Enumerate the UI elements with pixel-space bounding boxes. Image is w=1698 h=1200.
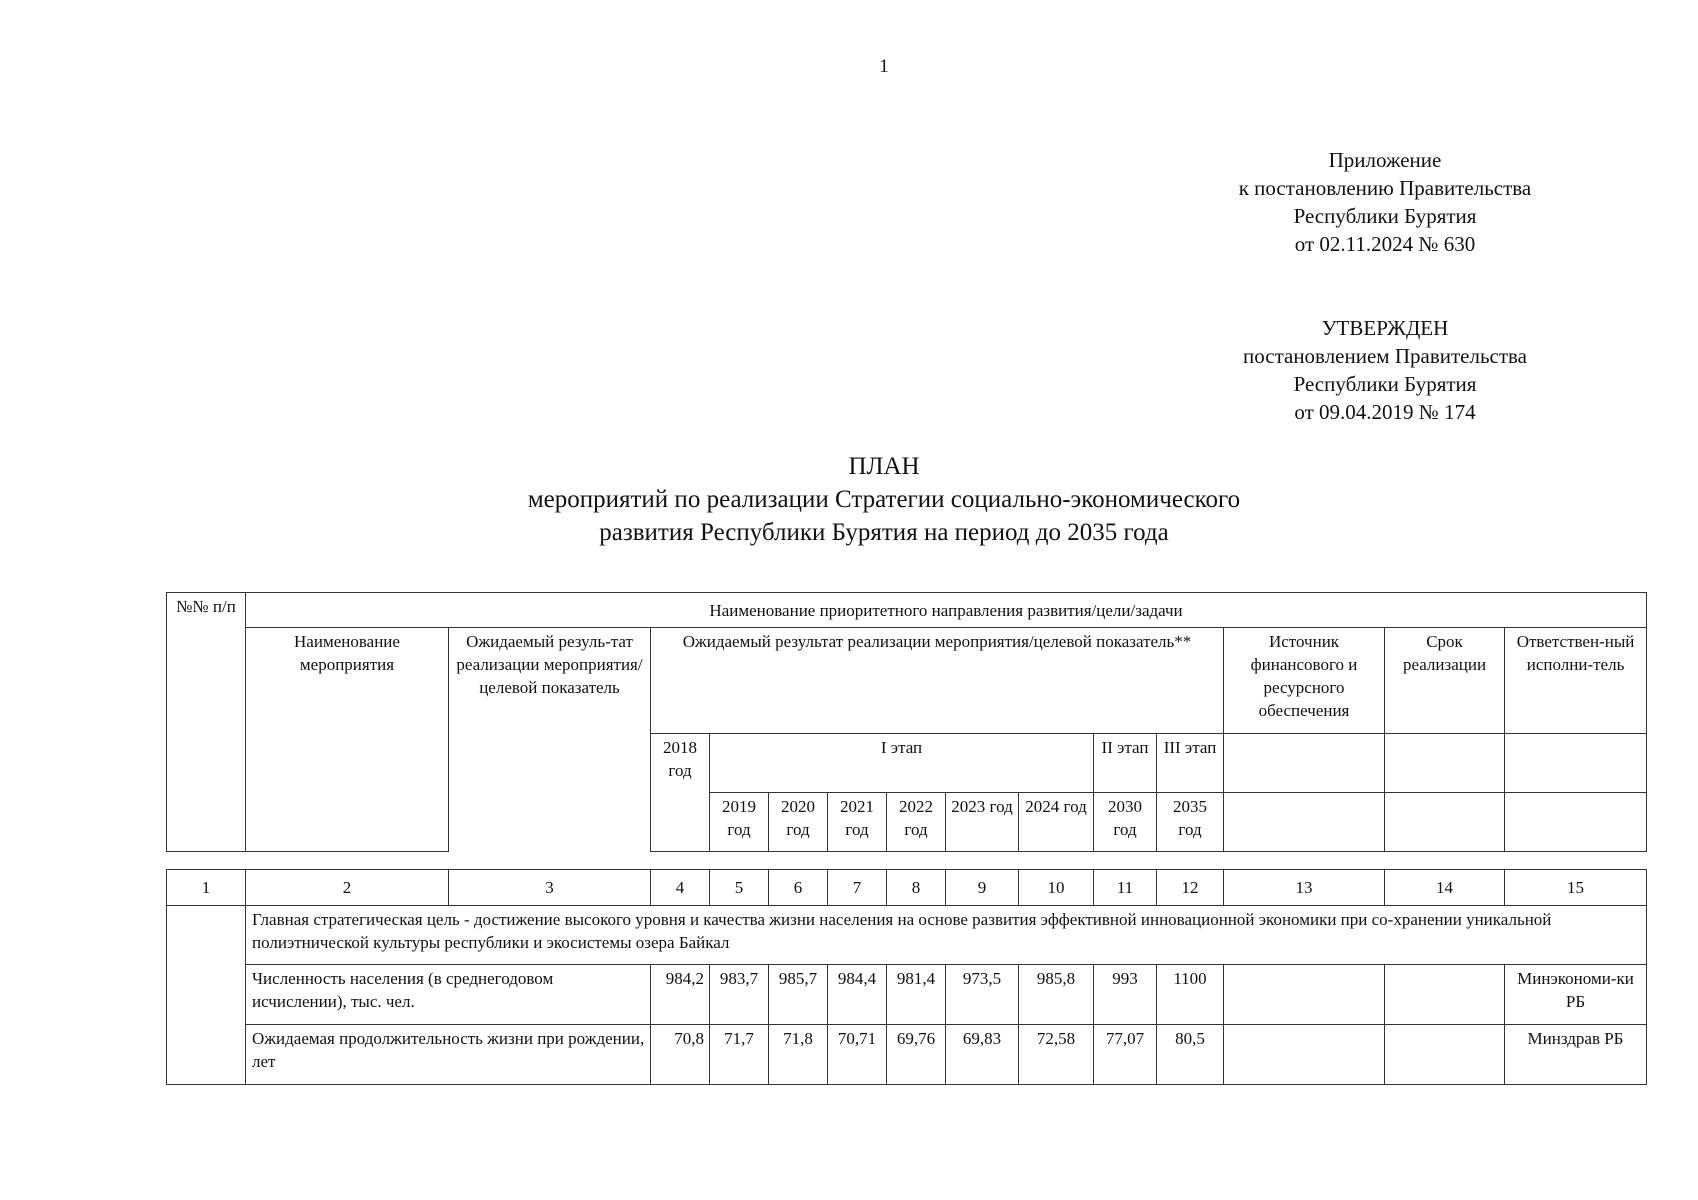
header-col-result-group: Ожидаемый результат реализации мероприятия/целевой показатель** — [651, 628, 1224, 734]
approved-stamp — [1210, 314, 1560, 426]
appendix-line: от 02.11.2024 № 630 — [1294, 232, 1476, 256]
column-number: 1 — [167, 870, 246, 906]
value-2024: 985,8 — [1019, 965, 1094, 1025]
header-year: 2024 год — [1019, 793, 1094, 852]
column-number: 2 — [246, 870, 449, 906]
column-number: 5 — [710, 870, 769, 906]
value-2018: 70,8 — [651, 1025, 710, 1085]
appendix-stamp — [1210, 146, 1560, 258]
value-2030: 993 — [1094, 965, 1157, 1025]
header-year: 2020 год — [769, 793, 828, 852]
title-subheading: развития Республики Бурятия на период до 2035 года — [599, 519, 1169, 546]
value-2023: 973,5 — [946, 965, 1019, 1025]
column-number: 14 — [1385, 870, 1505, 906]
goal-text: Главная стратегическая цель - достижение высокого уровня и качества жизни населения на основе развития эффективной инновационной экономики при со-хранении уникальной полиэтнической культуры республики и экосистемы озера Байкал — [246, 906, 1647, 965]
responsible-cell: Минэкономи-ки РБ — [1505, 965, 1647, 1025]
header-stage-1: I этап — [710, 734, 1094, 793]
header-col-term: Срок реализации — [1385, 628, 1505, 734]
value-2022: 981,4 — [887, 965, 946, 1025]
column-number: 11 — [1094, 870, 1157, 906]
header-col-name: Наименование мероприятия — [246, 628, 449, 852]
header-col-responsible: Ответствен-ный исполни-тель — [1505, 628, 1647, 734]
header-num-col: №№ п/п — [167, 593, 246, 852]
header-year: 2021 год — [828, 793, 887, 852]
appendix-line: Республики Бурятия — [1293, 204, 1477, 228]
header-empty-cell — [1224, 793, 1385, 852]
column-number: 3 — [449, 870, 651, 906]
value-2020: 985,7 — [769, 965, 828, 1025]
header-stage-2: II этап — [1094, 734, 1157, 793]
page-number: 1 — [879, 56, 889, 77]
value-2035: 80,5 — [1157, 1025, 1224, 1085]
header-year-2018: 2018 год — [651, 734, 710, 852]
document-title — [0, 450, 1698, 549]
approved-line: постановлением Правительства — [1242, 344, 1527, 368]
value-2021: 70,71 — [828, 1025, 887, 1085]
header-empty-cell — [1385, 793, 1505, 852]
source-cell — [1224, 965, 1385, 1025]
header-year: 2022 год — [887, 793, 946, 852]
value-2035: 1100 — [1157, 965, 1224, 1025]
header-empty-cell — [1224, 734, 1385, 793]
approved-line: УТВЕРЖДЕН — [1321, 316, 1449, 340]
header-year: 2019 год — [710, 793, 769, 852]
approved-line: от 09.04.2019 № 174 — [1294, 400, 1476, 424]
column-number: 6 — [769, 870, 828, 906]
title-heading: ПЛАН — [848, 453, 920, 480]
value-2020: 71,8 — [769, 1025, 828, 1085]
approved-line: Республики Бурятия — [1293, 372, 1477, 396]
source-cell — [1224, 1025, 1385, 1085]
header-stage-3: III этап — [1157, 734, 1224, 793]
value-2021: 984,4 — [828, 965, 887, 1025]
responsible-cell: Минздрав РБ — [1505, 1025, 1647, 1085]
value-2019: 983,7 — [710, 965, 769, 1025]
title-subheading: мероприятий по реализации Стратегии социально-экономического — [527, 486, 1241, 513]
data-table — [166, 869, 1647, 1085]
column-number: 15 — [1505, 870, 1647, 906]
header-col-expected: Ожидаемый резуль-тат реализации мероприятия/целевой показатель — [449, 628, 651, 852]
value-2019: 71,7 — [710, 1025, 769, 1085]
value-2030: 77,07 — [1094, 1025, 1157, 1085]
value-2022: 69,76 — [887, 1025, 946, 1085]
header-empty-cell — [1505, 793, 1647, 852]
header-top-caption: Наименование приоритетного направления развития/цели/задачи — [246, 593, 1647, 628]
column-number: 9 — [946, 870, 1019, 906]
indicator-name: Численность населения (в среднегодовом исчислении), тыс. чел. — [246, 965, 651, 1025]
row-number-cell — [167, 906, 246, 1085]
header-empty-cell — [1385, 734, 1505, 793]
appendix-line: к постановлению Правительства — [1238, 176, 1532, 200]
value-2018: 984,2 — [651, 965, 710, 1025]
column-number: 10 — [1019, 870, 1094, 906]
header-year: 2035 год — [1157, 793, 1224, 852]
header-col-source: Источник финансового и ресурсного обеспечения — [1224, 628, 1385, 734]
column-number: 7 — [828, 870, 887, 906]
indicator-name: Ожидаемая продолжительность жизни при рождении, лет — [246, 1025, 651, 1085]
value-2023: 69,83 — [946, 1025, 1019, 1085]
term-cell — [1385, 1025, 1505, 1085]
column-number: 4 — [651, 870, 710, 906]
term-cell — [1385, 965, 1505, 1025]
column-number: 8 — [887, 870, 946, 906]
header-empty-cell — [1505, 734, 1647, 793]
appendix-line: Приложение — [1328, 148, 1442, 172]
column-number: 13 — [1224, 870, 1385, 906]
value-2024: 72,58 — [1019, 1025, 1094, 1085]
header-table — [166, 592, 1647, 852]
column-number: 12 — [1157, 870, 1224, 906]
header-year: 2023 год — [946, 793, 1019, 852]
header-year: 2030 год — [1094, 793, 1157, 852]
